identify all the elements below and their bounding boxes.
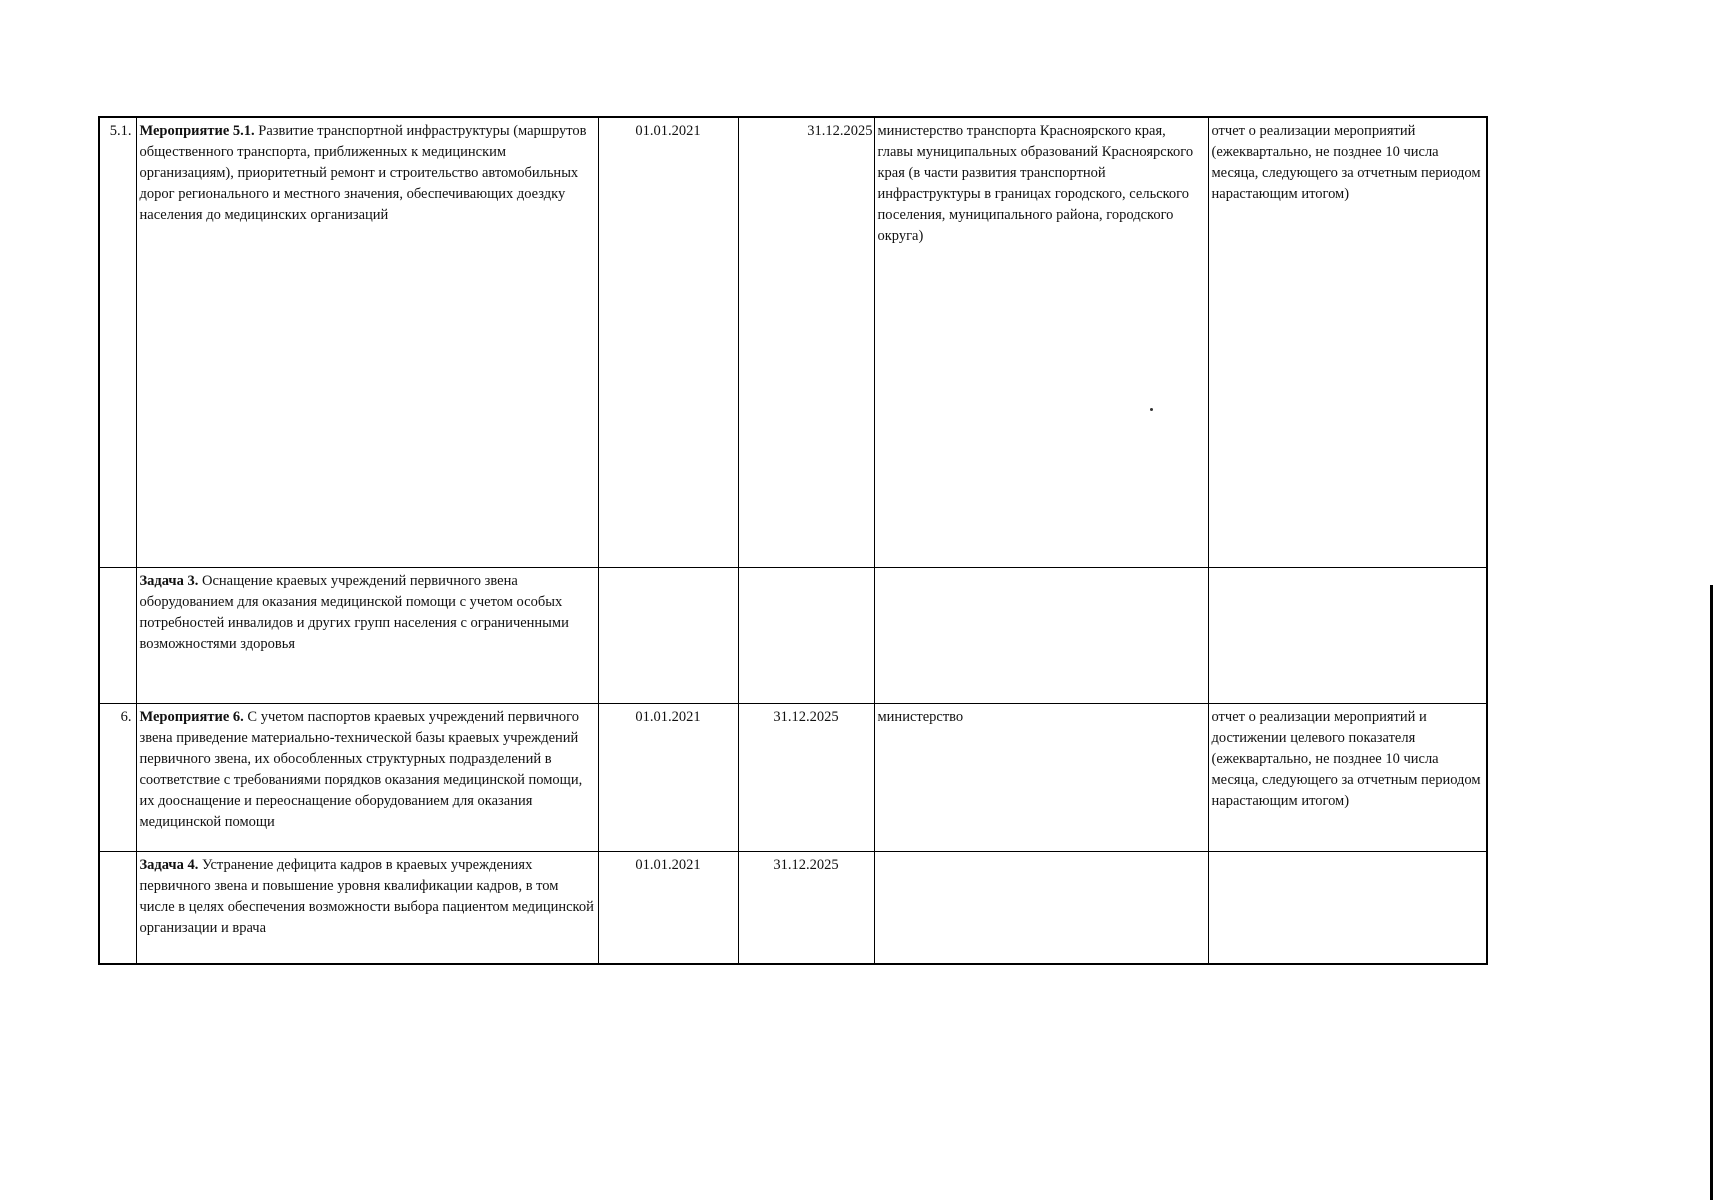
row-start-date: 01.01.2021 [598, 117, 738, 568]
row-start-date [598, 568, 738, 704]
row-number [99, 568, 136, 704]
row-report: отчет о реализации мероприятий (ежеквартально, не позднее 10 числа месяца, следующего за отчетным периодом нарастающим итогом) [1208, 117, 1487, 568]
row-text: С учетом паспортов краевых учреждений первичного звена приведение материально-технической базы краевых учреждений первичного звена, их обособленных структурных подразделений в соответствие с требованиями порядков оказания медицинской помощи, их дооснащение и переоснащение оборудованием для оказания медицинской помощи [139, 709, 583, 830]
row-end-date: 31.12.2025 [738, 117, 874, 568]
row-responsible: министерство [874, 704, 1208, 852]
row-lead: Мероприятие 5.1. [139, 123, 255, 139]
row-description [136, 117, 598, 568]
row-description [136, 852, 598, 965]
row-text: Оснащение краевых учреждений первичного звена оборудованием для оказания медицинской помощи с учетом особых потребностей инвалидов и других групп населения с ограниченными возможностями здоровья [139, 573, 569, 652]
row-end-date: 31.12.2025 [738, 704, 874, 852]
row-number: 5.1. [99, 117, 136, 568]
row-report [1208, 852, 1487, 965]
row-text: Развитие транспортной инфраструктуры (маршрутов общественного транспорта, приближенных к медицинским организациям), приоритетный ремонт и строительство автомобильных дорог регионального и местного значения, обеспечивающих доездку населения до медицинских организаций [139, 123, 587, 223]
row-text: Устранение дефицита кадров в краевых учреждениях первичного звена и повышение уровня квалификации кадров, в том числе в целях обеспечения возможности выбора пациентом медицинской организации и врача [139, 857, 594, 936]
table-row [99, 704, 1487, 852]
row-number [99, 852, 136, 965]
row-lead: Мероприятие 6. [139, 709, 244, 725]
row-lead: Задача 3. [139, 573, 199, 589]
row-start-date: 01.01.2021 [598, 852, 738, 965]
row-start-date: 01.01.2021 [598, 704, 738, 852]
row-description [136, 704, 598, 852]
row-description [136, 568, 598, 704]
page-edge-mark [1710, 585, 1713, 1200]
row-report [1208, 568, 1487, 704]
row-report: отчет о реализации мероприятий и достижении целевого показателя (ежеквартально, не позднее 10 числа месяца, следующего за отчетным периодом нарастающим итогом) [1208, 704, 1487, 852]
row-end-date: 31.12.2025 [738, 852, 874, 965]
row-responsible [874, 568, 1208, 704]
row-end-date [738, 568, 874, 704]
row-number: 6. [99, 704, 136, 852]
table-row [99, 852, 1487, 965]
table-row [99, 568, 1487, 704]
measures-table [98, 116, 1488, 965]
row-responsible [874, 852, 1208, 965]
table-row [99, 117, 1487, 568]
row-responsible: министерство транспорта Красноярского края, главы муниципальных образований Красноярского края (в части развития транспортной инфраструктуры в границах городского, сельского поселения, муниципального района, городского округа) [874, 117, 1208, 568]
row-lead: Задача 4. [139, 857, 199, 873]
